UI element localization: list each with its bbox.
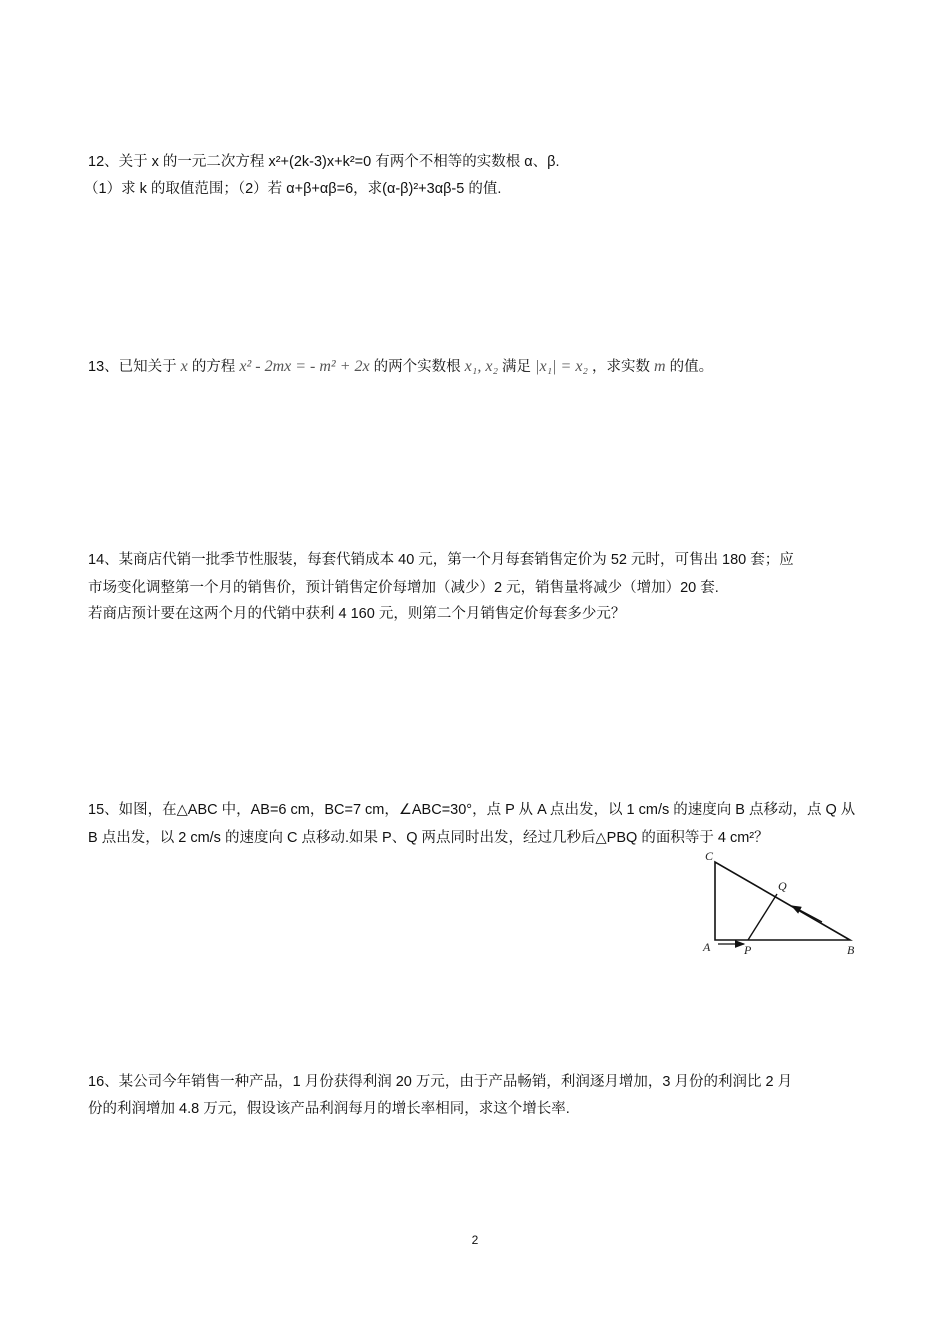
segment-pq: [748, 894, 777, 940]
q16-line-2: 份的利润增加 4.8 万元，假设该产品利润每月的增长率相同，求这个增长率.: [88, 1101, 570, 1117]
q15-line-1: 15、如图，在△ABC 中，AB=6 cm，BC=7 cm，∠ABC=30°，点 P 从 A 点出发，以 1 cm/s 的速度向 B 点移动，点 Q 从: [88, 802, 856, 818]
q15-line-2: B 点出发，以 2 cm/s 的速度向 C 点移动.如果 P、Q 两点同时出发，经过几秒后△PBQ 的面积等于 4 cm²？: [88, 830, 769, 846]
q13-prefix: 13、已知关于: [88, 359, 177, 375]
q14-line-1: 14、某商店代销一批季节性服装，每套代销成本 40 元，第一个月每套销售定价为 52 元时，可售出 180 套；应: [88, 552, 794, 568]
q14-line-3: 若商店预计要在这两个月的代销中获利 4 160 元，则第二个月销售定价每套多少元？: [88, 606, 626, 622]
label-q: Q: [778, 879, 787, 893]
page-number: 2: [471, 1233, 479, 1247]
triangle-abc: [715, 862, 850, 940]
q13-line: [88, 357, 713, 377]
triangle-figure: [700, 848, 865, 960]
q13-text-equation: 的方程: [191, 359, 236, 375]
q14-line-2: 市场变化调整第一个月的销售价，预计销售定价每增加（减少）2 元，销售量将减少（增加）20 套.: [88, 580, 719, 596]
arrow-b-to-c: [792, 906, 822, 922]
q13-var-m: m: [654, 358, 666, 375]
q13-text-satisfy: 满足: [502, 359, 532, 375]
q13-var-x: x: [180, 358, 188, 375]
label-c: C: [705, 849, 714, 863]
q13-equation: x² - 2mx = - m² + 2x: [239, 358, 370, 375]
label-a: A: [703, 940, 711, 954]
q13-roots: x₁, x₂: [464, 358, 498, 375]
q16-line-1: 16、某公司今年销售一种产品，1 月份获得利润 20 万元，由于产品畅销，利润逐月增加，3 月份的利润比 2 月: [88, 1074, 793, 1090]
q13-text-find: ，求实数: [592, 359, 651, 375]
q13-condition: |x₁| = x₂: [535, 358, 588, 375]
triangle-diagram: [700, 848, 865, 960]
q12-line-1: 12、关于 x 的一元二次方程 x²+(2k-3)x+k²=0 有两个不相等的实数根 α、β.: [88, 154, 560, 170]
label-b: B: [847, 943, 855, 957]
q13-text-roots: 的两个实数根: [373, 359, 461, 375]
q12-line-2: （1）求 k 的取值范围；（2）若 α+β+αβ=6，求(α-β)²+3αβ-5 的值.: [84, 181, 502, 197]
label-p: P: [744, 943, 752, 957]
q13-suffix: 的值。: [669, 359, 714, 375]
